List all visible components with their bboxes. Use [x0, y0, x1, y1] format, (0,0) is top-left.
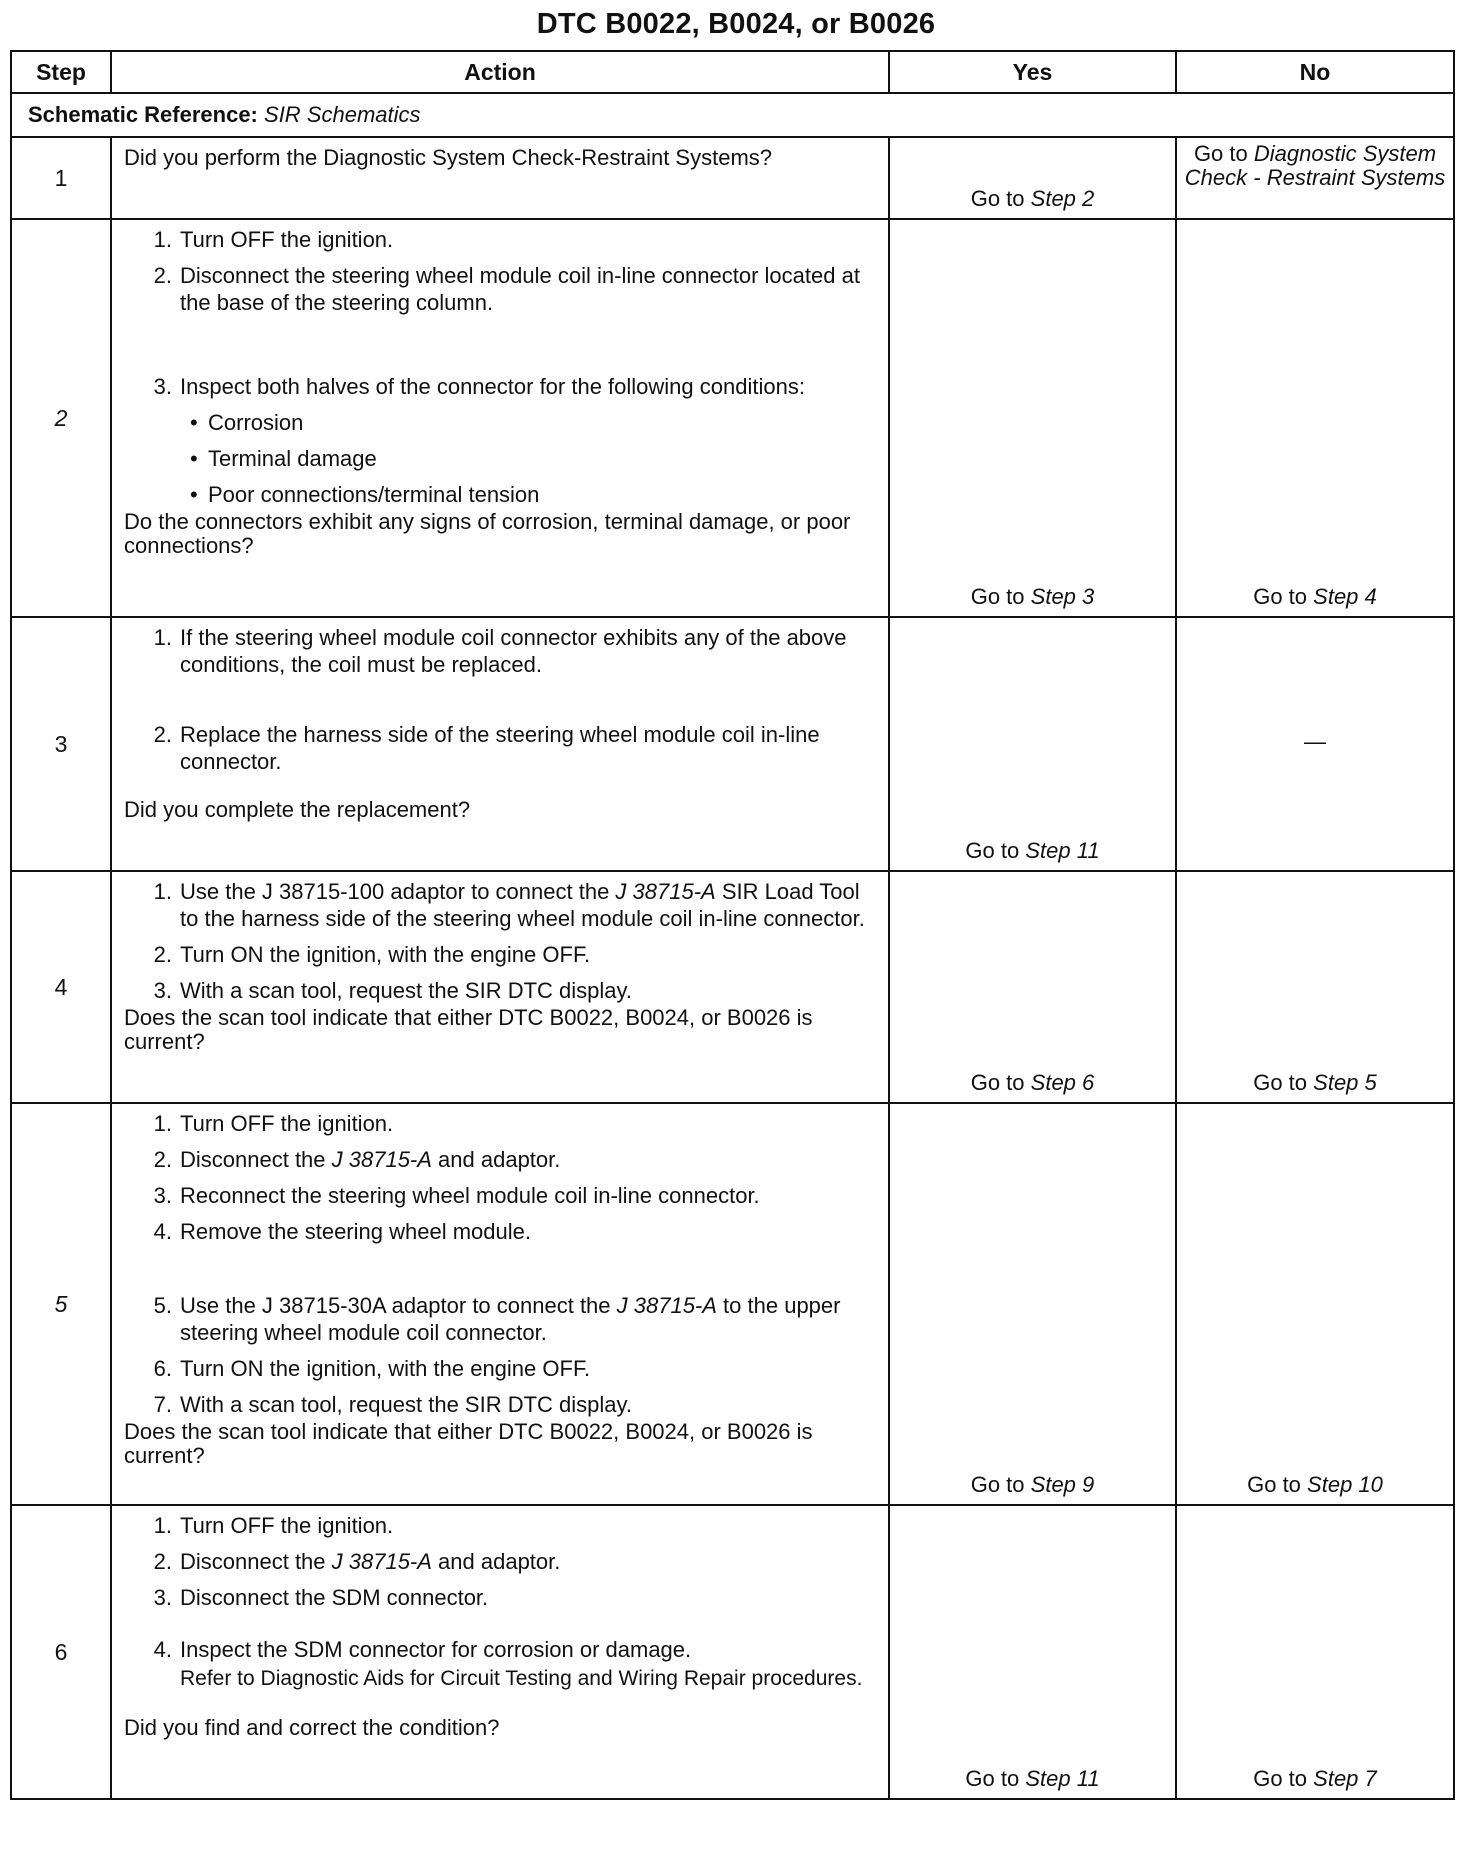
schematic-link[interactable]: SIR Schematics — [264, 102, 421, 127]
page-title: DTC B0022, B0024, or B0026 — [536, 8, 936, 40]
action-cell — [111, 1505, 889, 1799]
yes-cell — [889, 1505, 1176, 1799]
list-item — [124, 1636, 878, 1663]
yes-target-link[interactable]: Step 11 — [1025, 838, 1100, 863]
item-number: 1. — [153, 227, 172, 252]
list-item — [124, 1391, 878, 1418]
item-number: 1. — [153, 879, 172, 904]
yes-prefix: Go to — [965, 838, 1020, 863]
list-item — [124, 226, 878, 253]
list-item — [124, 878, 878, 932]
bullet-text: Corrosion — [208, 410, 304, 435]
no-target-link[interactable]: Diagnostic System Check - Restraint Systems — [1184, 141, 1446, 190]
yes-cell — [889, 871, 1176, 1103]
item-text: Turn ON the ignition, with the engine OFF. — [180, 942, 591, 967]
step-number: 6 — [11, 1505, 111, 1799]
bullet-item: • Terminal damage — [190, 446, 377, 471]
header-no: No — [1176, 51, 1454, 93]
list-item — [124, 373, 878, 400]
yes-cell — [889, 1103, 1176, 1505]
yes-prefix: Go to — [970, 584, 1025, 609]
item-text: Turn ON the ignition, with the engine OFF. — [180, 1356, 591, 1381]
list-item — [124, 1512, 878, 1539]
step-number: 3 — [11, 617, 111, 871]
yes-prefix: Go to — [970, 1070, 1025, 1095]
no-prefix: Go to — [1253, 1070, 1308, 1095]
header-step: Step — [11, 51, 111, 93]
item-text: Use the J 38715-30A adaptor to connect the J 38715-A to the upper steering wheel module coil connector. — [180, 1293, 841, 1345]
list-item — [124, 1146, 878, 1173]
yes-prefix: Go to — [970, 1472, 1025, 1497]
no-target-link[interactable]: Step 10 — [1307, 1472, 1383, 1497]
list-item — [124, 1110, 878, 1137]
schematic-reference — [11, 93, 1454, 137]
item-number: 3. — [153, 1183, 172, 1208]
list-item — [124, 1292, 878, 1346]
item-number: 1. — [153, 1111, 172, 1136]
item-text: Disconnect the J 38715-A and adaptor. — [180, 1549, 561, 1574]
item-number: 5. — [153, 1293, 172, 1318]
no-target-link[interactable]: Step 4 — [1313, 584, 1377, 609]
no-prefix: Go to — [1193, 141, 1248, 166]
list-item — [124, 941, 878, 968]
action-cell — [111, 871, 889, 1103]
bullet-text: Poor connections/terminal tension — [208, 482, 540, 507]
bullet-item: • Corrosion — [190, 410, 304, 435]
no-target-link[interactable]: Step 7 — [1313, 1766, 1377, 1791]
table-row — [11, 137, 1454, 219]
item-text: Inspect both halves of the connector for the following conditions: — [180, 374, 805, 399]
bullet-text: Terminal damage — [208, 446, 377, 471]
yes-target-link[interactable]: Step 6 — [1030, 1070, 1095, 1095]
tool-link[interactable]: J 38715-A — [615, 879, 716, 904]
step-question: Does the scan tool indicate that either DTC B0022, B0024, or B0026 is current? — [124, 1005, 813, 1054]
yes-cell — [889, 617, 1176, 871]
table-row — [11, 1505, 1454, 1799]
step-number: 1 — [11, 137, 111, 219]
no-cell — [1176, 1103, 1454, 1505]
yes-target-link[interactable]: Step 2 — [1030, 186, 1095, 211]
yes-target-link[interactable]: Step 11 — [1025, 1766, 1100, 1791]
action-cell — [111, 137, 889, 219]
no-prefix: Go to — [1253, 584, 1308, 609]
item-number: 6. — [153, 1356, 172, 1381]
item-number: 2. — [153, 942, 172, 967]
item-number: 7. — [153, 1392, 172, 1417]
item-number: 2. — [153, 1549, 172, 1574]
tool-link[interactable]: J 38715-A — [331, 1147, 432, 1172]
item-text: Use the J 38715-100 adaptor to connect the J 38715-A SIR Load Tool to the harness side of the steering wheel module coil in-line connector. — [180, 879, 865, 931]
step-number: 5 — [11, 1103, 111, 1505]
step-question: Did you complete the replacement? — [124, 797, 471, 822]
header-yes: Yes — [889, 51, 1176, 93]
item-text: With a scan tool, request the SIR DTC display. — [180, 978, 632, 1003]
action-cell — [111, 1103, 889, 1505]
yes-cell — [889, 137, 1176, 219]
schematic-row — [11, 93, 1454, 137]
list-item — [124, 721, 878, 775]
step-question: Did you perform the Diagnostic System Check-Restraint Systems? — [124, 145, 773, 170]
list-item — [124, 977, 878, 1004]
yes-target-link[interactable]: Step 9 — [1030, 1472, 1095, 1497]
list-item — [124, 1355, 878, 1382]
action-cell — [111, 219, 889, 617]
item-text: Remove the steering wheel module. — [180, 1219, 531, 1244]
item-number: 3. — [153, 978, 172, 1003]
no-cell — [1176, 219, 1454, 617]
item-text: If the steering wheel module coil connector exhibits any of the above conditions, the coil must be replaced. — [180, 625, 847, 677]
no-cell — [1176, 871, 1454, 1103]
no-dash: — — [1304, 728, 1326, 754]
header-row — [11, 51, 1454, 93]
list-item — [124, 1182, 878, 1209]
list-item — [124, 1218, 878, 1245]
item-number: 4. — [153, 1637, 172, 1662]
no-cell — [1176, 617, 1454, 871]
item-number: 3. — [153, 1585, 172, 1610]
step-note: Refer to Diagnostic Aids for Circuit Testing and Wiring Repair procedures. — [180, 1667, 863, 1690]
list-item — [124, 1584, 878, 1611]
item-text: Turn OFF the ignition. — [180, 227, 394, 252]
step-question: Does the scan tool indicate that either DTC B0022, B0024, or B0026 is current? — [124, 1419, 813, 1468]
table-row — [11, 617, 1454, 871]
step-number: 2 — [11, 219, 111, 617]
table-row — [11, 871, 1454, 1103]
tool-link[interactable]: J 38715-A — [331, 1549, 432, 1574]
diagnostic-table — [10, 50, 1455, 1800]
list-item — [124, 262, 878, 316]
no-cell — [1176, 137, 1454, 219]
no-prefix: Go to — [1253, 1766, 1308, 1791]
item-number: 4. — [153, 1219, 172, 1244]
item-text: Disconnect the SDM connector. — [180, 1585, 489, 1610]
list-item — [124, 1548, 878, 1575]
item-text: Turn OFF the ignition. — [180, 1111, 394, 1136]
item-text: Reconnect the steering wheel module coil in-line connector. — [180, 1183, 760, 1208]
item-text: Turn OFF the ignition. — [180, 1513, 394, 1538]
no-prefix: Go to — [1247, 1472, 1301, 1497]
item-number: 2. — [153, 263, 172, 288]
item-number: 3. — [153, 374, 172, 399]
list-item — [124, 624, 878, 678]
bullet-item: • Poor connections/terminal tension — [190, 482, 540, 507]
item-text: Disconnect the steering wheel module coil in-line connector located at the base of the steering column. — [180, 263, 860, 315]
item-text: Disconnect the J 38715-A and adaptor. — [180, 1147, 561, 1172]
yes-target-link[interactable]: Step 3 — [1030, 584, 1095, 609]
action-cell — [111, 617, 889, 871]
yes-cell — [889, 219, 1176, 617]
item-number: 2. — [153, 722, 172, 747]
tool-link[interactable]: J 38715-A — [616, 1293, 717, 1318]
step-question: Do the connectors exhibit any signs of corrosion, terminal damage, or poor connections? — [124, 509, 851, 558]
step-number: 4 — [11, 871, 111, 1103]
no-cell — [1176, 1505, 1454, 1799]
step-question: Did you find and correct the condition? — [124, 1715, 500, 1740]
item-number: 1. — [153, 625, 172, 650]
header-action: Action — [111, 51, 889, 93]
schematic-label: Schematic Reference: — [28, 102, 258, 127]
no-target-link[interactable]: Step 5 — [1313, 1070, 1377, 1095]
item-text: Replace the harness side of the steering wheel module coil in-line connector. — [180, 722, 820, 774]
item-text: Inspect the SDM connector for corrosion or damage. — [180, 1637, 692, 1662]
item-number: 2. — [153, 1147, 172, 1172]
item-number: 1. — [153, 1513, 172, 1538]
yes-prefix: Go to — [965, 1766, 1020, 1791]
yes-prefix: Go to — [970, 186, 1025, 211]
item-text: With a scan tool, request the SIR DTC display. — [180, 1392, 632, 1417]
table-row — [11, 1103, 1454, 1505]
table-row — [11, 219, 1454, 617]
